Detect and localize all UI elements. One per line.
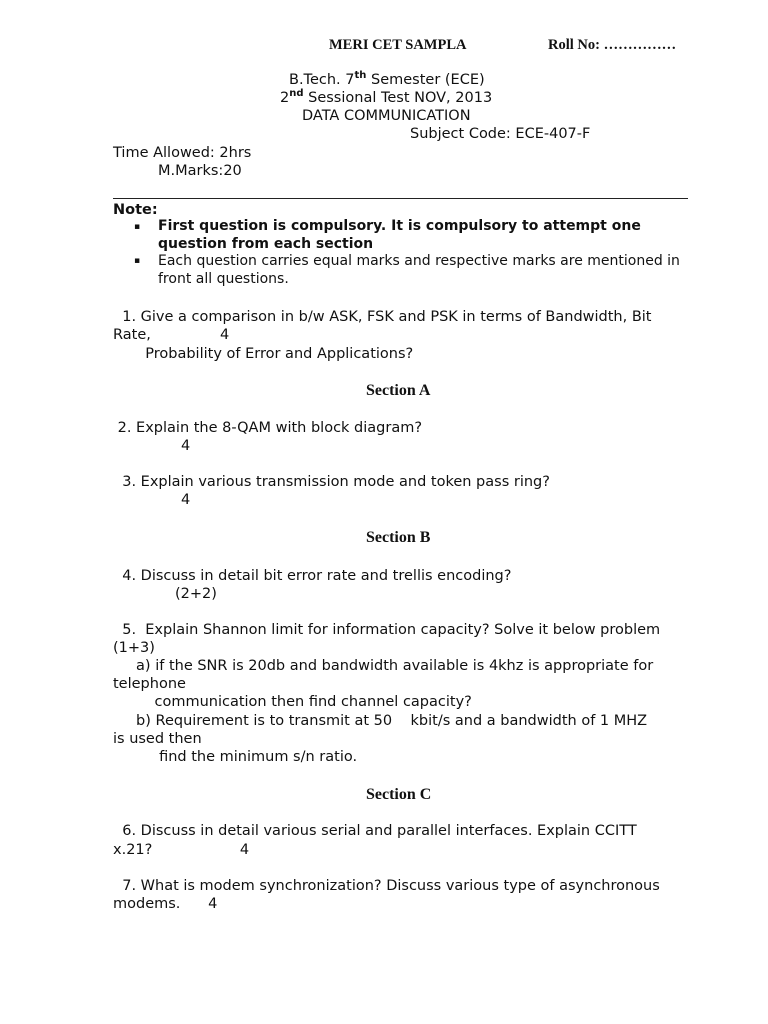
subject-title: DATA COMMUNICATION bbox=[302, 108, 471, 124]
note-item-1-line-1: First question is compulsory. It is compulsory to attempt one bbox=[158, 218, 641, 234]
section-c-heading: Section C bbox=[366, 786, 432, 803]
question-5-line-7: is used then bbox=[113, 731, 202, 747]
bullet-icon: ▪ bbox=[134, 222, 141, 232]
note-item-1-line-2: question from each section bbox=[158, 236, 374, 252]
question-5-line-6: b) Requirement is to transmit at 50 kbit/s and a bandwidth of 1 MHZ bbox=[113, 713, 648, 729]
bullet-icon: ▪ bbox=[134, 256, 141, 266]
max-marks: M.Marks:20 bbox=[158, 163, 242, 179]
question-5-line-4: telephone bbox=[113, 676, 186, 692]
note-item-2-line-2: front all questions. bbox=[158, 271, 289, 287]
question-7-line-2: modems. 4 bbox=[113, 896, 218, 912]
question-2-marks: 4 bbox=[181, 438, 191, 454]
test-line bbox=[280, 89, 492, 107]
question-3-line-1: 3. Explain various transmission mode and token pass ring? bbox=[113, 474, 550, 490]
subject-code: Subject Code: ECE-407-F bbox=[410, 126, 591, 142]
course-prefix: B.Tech. 7 bbox=[289, 72, 355, 88]
test-suffix: Sessional Test NOV, 2013 bbox=[303, 90, 493, 106]
note-item-2-line-1: Each question carries equal marks and respective marks are mentioned in bbox=[158, 253, 680, 269]
question-1-line-3: Probability of Error and Applications? bbox=[113, 346, 414, 362]
question-6-line-2: x.21? 4 bbox=[113, 842, 250, 858]
question-4-line-1: 4. Discuss in detail bit error rate and trellis encoding? bbox=[113, 568, 512, 584]
question-5-line-1: 5. Explain Shannon limit for information capacity? Solve it below problem bbox=[113, 622, 661, 638]
question-1-line-2: Rate, 4 bbox=[113, 327, 230, 343]
question-5-line-8: find the minimum s/n ratio. bbox=[113, 749, 358, 765]
section-a-heading: Section A bbox=[366, 382, 431, 399]
question-5-marks: (1+3) bbox=[113, 640, 155, 656]
course-line bbox=[289, 71, 485, 89]
roll-number-field: Roll No: …………… bbox=[548, 37, 677, 53]
question-5-line-3: a) if the SNR is 20db and bandwidth available is 4khz is appropriate for bbox=[113, 658, 654, 674]
question-6-line-1: 6. Discuss in detail various serial and parallel interfaces. Explain CCITT bbox=[113, 823, 637, 839]
section-b-heading: Section B bbox=[366, 529, 431, 546]
time-allowed: Time Allowed: 2hrs bbox=[113, 145, 252, 161]
question-5-line-5: communication then find channel capacity? bbox=[113, 694, 472, 710]
question-7-line-1: 7. What is modem synchronization? Discuss various type of asynchronous bbox=[113, 878, 660, 894]
course-suffix: Semester (ECE) bbox=[366, 72, 485, 88]
question-2-line-1: 2. Explain the 8-QAM with block diagram? bbox=[113, 420, 423, 436]
test-prefix: 2 bbox=[280, 90, 290, 106]
note-label: Note: bbox=[113, 202, 158, 218]
question-1-line-1: 1. Give a comparison in b/w ASK, FSK and PSK in terms of Bandwidth, Bit bbox=[113, 309, 652, 325]
institution-name: MERI CET SAMPLA bbox=[329, 37, 467, 53]
test-superscript: nd bbox=[289, 88, 304, 100]
question-3-marks: 4 bbox=[181, 492, 191, 508]
header-divider bbox=[113, 198, 688, 199]
course-superscript: th bbox=[354, 70, 367, 82]
question-4-marks: (2+2) bbox=[175, 586, 217, 602]
